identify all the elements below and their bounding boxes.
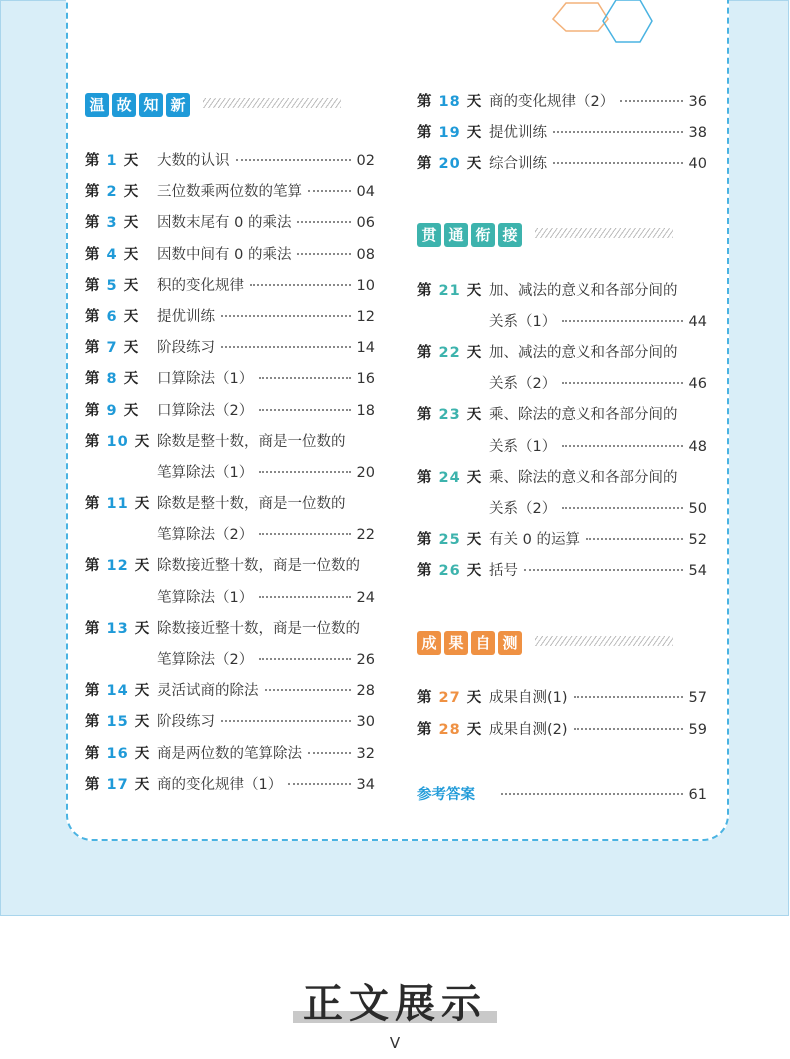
section-badge-char: 自: [471, 631, 495, 655]
entry-title: 阶段练习: [157, 340, 215, 357]
leader-dots: [236, 159, 351, 161]
toc-list-connect: [417, 276, 707, 588]
toc-entry[interactable]: [417, 525, 707, 556]
entry-page-number: 57: [688, 690, 707, 707]
entry-page-number: 50: [688, 500, 707, 517]
toc-entry[interactable]: [85, 551, 375, 582]
footer-title: 正文展示: [299, 972, 491, 1029]
entry-title: 商是两位数的笔算除法: [157, 745, 302, 762]
entry-title: 笔算除法（1）: [157, 589, 254, 606]
leader-dots: [553, 162, 683, 164]
toc-entry[interactable]: [417, 400, 707, 431]
entry-title: 商的变化规律（2）: [489, 94, 615, 110]
entry-title: 有关 0 的运算: [489, 532, 580, 549]
toc-entry-continuation[interactable]: [85, 458, 375, 489]
entry-page-number: 12: [356, 308, 375, 325]
day-label: 第 27 天: [417, 690, 483, 707]
day-label: 第 23 天: [417, 407, 483, 424]
toc-entry[interactable]: [417, 118, 707, 149]
day-label: 第 10 天: [85, 433, 151, 450]
page-number: V: [389, 1034, 401, 1052]
toc-entry[interactable]: [85, 489, 375, 520]
entry-title: 乘、除法的意义和各部分间的: [489, 407, 678, 424]
entry-page-number: 18: [356, 402, 375, 419]
toc-entry[interactable]: [417, 338, 707, 369]
entry-title: 加、减法的意义和各部分间的: [489, 344, 678, 361]
answers-page: 61: [688, 786, 707, 803]
entry-title: 关系（1）: [489, 438, 557, 455]
leader-dots: [501, 793, 683, 795]
toc-entry-continuation[interactable]: [417, 494, 707, 525]
leader-dots: [221, 315, 351, 317]
toc-entry[interactable]: [417, 556, 707, 587]
entry-title: 成果自测(2): [489, 721, 568, 738]
toc-entry[interactable]: [85, 676, 375, 707]
entry-page-number: 34: [356, 776, 375, 793]
toc-entry-continuation[interactable]: [85, 520, 375, 551]
leader-dots: [562, 382, 682, 384]
leader-dots: [265, 689, 351, 691]
leader-dots: [297, 221, 350, 223]
entry-title: 因数末尾有 0 的乘法: [157, 215, 292, 232]
section-badge-char: 衔: [471, 223, 495, 247]
toc-entry[interactable]: [85, 271, 375, 302]
toc-list-test: [417, 683, 707, 745]
entry-title: 括号: [489, 563, 518, 580]
toc-entry[interactable]: [85, 770, 375, 801]
entry-title: 笔算除法（2）: [157, 527, 254, 544]
entry-page-number: 06: [356, 215, 375, 232]
section-badge-char: 知: [139, 93, 163, 117]
footer-title-block: [0, 972, 790, 1029]
day-label: 第 25 天: [417, 532, 483, 549]
day-label: 第 12 天: [85, 558, 151, 575]
day-label: 第 14 天: [85, 683, 151, 700]
leader-dots: [574, 696, 683, 698]
day-label: 第 18 天: [417, 94, 483, 110]
section-badge-char: 接: [498, 223, 522, 247]
toc-right-column: [417, 87, 707, 811]
entry-title: 除数是整十数，商是一位数的: [157, 433, 346, 450]
toc-left-column: [85, 87, 375, 801]
toc-entry[interactable]: [85, 333, 375, 364]
entry-page-number: 36: [688, 94, 707, 110]
day-label: 第 4 天: [85, 246, 140, 263]
toc-entry[interactable]: [417, 149, 707, 180]
entry-page-number: 02: [356, 153, 375, 169]
day-label: 第 19 天: [417, 125, 483, 142]
entry-title: 除数接近整十数，商是一位数的: [157, 620, 360, 637]
entry-title: 综合训练: [489, 156, 547, 173]
answers-entry[interactable]: [417, 780, 707, 811]
day-label: 第 9 天: [85, 402, 140, 419]
day-label: 第 16 天: [85, 745, 151, 762]
entry-title: 笔算除法（2）: [157, 652, 254, 668]
entry-page-number: 48: [688, 438, 707, 455]
entry-title: 因数中间有 0 的乘法: [157, 246, 292, 263]
leader-dots: [250, 284, 351, 286]
section-badge-char: 贯: [417, 223, 441, 247]
answers-label: 参考答案: [417, 786, 475, 803]
entry-page-number: 40: [688, 156, 707, 173]
entry-page-number: 38: [688, 125, 707, 142]
toc-entry[interactable]: [417, 683, 707, 714]
entry-page-number: 24: [356, 589, 375, 606]
entry-title: 笔算除法（1）: [157, 464, 254, 481]
leader-dots: [259, 658, 350, 660]
section-badge-char: 通: [444, 223, 468, 247]
day-label: 第 13 天: [85, 620, 151, 637]
leader-dots: [288, 783, 350, 785]
leader-dots: [308, 752, 351, 754]
toc-list-left: [85, 146, 375, 801]
entry-page-number: 52: [688, 532, 707, 549]
section-badge-char: 温: [85, 93, 109, 117]
entry-title: 除数是整十数，商是一位数的: [157, 496, 346, 513]
leader-dots: [297, 253, 350, 255]
entry-page-number: 59: [688, 721, 707, 738]
entry-title: 提优训练: [489, 125, 547, 142]
section-badge-char: 成: [417, 631, 441, 655]
toc-entry[interactable]: [85, 146, 375, 177]
toc-entry-continuation[interactable]: [417, 369, 707, 400]
entry-title: 关系（2）: [489, 500, 557, 517]
toc-entry[interactable]: [85, 614, 375, 645]
day-label: 第 21 天: [417, 282, 483, 299]
day-label: 第 11 天: [85, 496, 151, 513]
toc-entry[interactable]: [85, 177, 375, 208]
leader-dots: [562, 320, 682, 322]
toc-entry-continuation[interactable]: [85, 645, 375, 676]
entry-title: 积的变化规律: [157, 277, 244, 294]
day-label: 第 22 天: [417, 344, 483, 361]
toc-entry[interactable]: [85, 739, 375, 770]
entry-title: 关系（1）: [489, 313, 557, 330]
entry-page-number: 04: [356, 184, 375, 201]
day-label: 第 26 天: [417, 563, 483, 580]
leader-dots: [553, 131, 683, 133]
entry-title: 关系（2）: [489, 376, 557, 393]
entry-title: 三位数乘两位数的笔算: [157, 184, 302, 201]
toc-entry-continuation[interactable]: [85, 583, 375, 614]
entry-page-number: 46: [688, 376, 707, 393]
day-label: 第 6 天: [85, 308, 140, 325]
toc-entry[interactable]: [417, 715, 707, 746]
leader-dots: [221, 346, 351, 348]
day-label: 第 20 天: [417, 156, 483, 173]
leader-dots: [620, 100, 682, 102]
toc-entry[interactable]: [417, 463, 707, 494]
leader-dots: [259, 471, 350, 473]
hatch-decoration: [535, 228, 673, 238]
entry-title: 口算除法（1）: [157, 371, 254, 388]
leader-dots: [308, 190, 351, 192]
section-title-review: [85, 93, 190, 117]
entry-page-number: 32: [356, 745, 375, 762]
leader-dots: [259, 533, 350, 535]
leader-dots: [259, 596, 350, 598]
toc-entry[interactable]: [417, 87, 707, 118]
section-header-connect: [417, 217, 707, 251]
toc-entry[interactable]: [85, 396, 375, 427]
hatch-decoration: [535, 636, 673, 646]
entry-title: 除数接近整十数，商是一位数的: [157, 558, 360, 575]
day-label: 第 24 天: [417, 469, 483, 486]
entry-page-number: 22: [356, 527, 375, 544]
section-header-test: [417, 625, 707, 659]
day-label: 第 28 天: [417, 721, 483, 738]
entry-page-number: 26: [356, 652, 375, 668]
entry-page-number: 16: [356, 371, 375, 388]
day-label: 第 17 天: [85, 776, 151, 793]
toc-entry[interactable]: [85, 427, 375, 458]
day-label: 第 5 天: [85, 277, 140, 294]
toc-entry-continuation[interactable]: [417, 307, 707, 338]
entry-page-number: 30: [356, 714, 375, 731]
leader-dots: [259, 409, 350, 411]
entry-title: 加、减法的意义和各部分间的: [489, 282, 678, 299]
toc-entry[interactable]: [85, 240, 375, 271]
toc-entry[interactable]: [85, 707, 375, 738]
toc-entry[interactable]: [85, 302, 375, 333]
day-label: 第 2 天: [85, 184, 140, 201]
leader-dots: [221, 720, 351, 722]
hatch-decoration: [203, 98, 341, 108]
entry-page-number: 54: [688, 563, 707, 580]
section-badge-char: 故: [112, 93, 136, 117]
leader-dots: [586, 538, 683, 540]
toc-entry[interactable]: [417, 276, 707, 307]
toc-list-right-top: [417, 87, 707, 181]
entry-title: 商的变化规律（1）: [157, 776, 283, 793]
section-badge-char: 果: [444, 631, 468, 655]
entry-title: 提优训练: [157, 308, 215, 325]
entry-title: 阶段练习: [157, 714, 215, 731]
day-label: 第 1 天: [85, 153, 140, 169]
day-label: 第 8 天: [85, 371, 140, 388]
leader-dots: [524, 569, 683, 571]
section-title-test: [417, 631, 522, 655]
entry-page-number: 10: [356, 277, 375, 294]
toc-entry-continuation[interactable]: [417, 432, 707, 463]
entry-page-number: 14: [356, 340, 375, 357]
leader-dots: [259, 377, 350, 379]
day-label: 第 3 天: [85, 215, 140, 232]
section-badge-char: 测: [498, 631, 522, 655]
entry-title: 大数的认识: [157, 153, 230, 169]
entry-title: 口算除法（2）: [157, 402, 254, 419]
leader-dots: [574, 728, 683, 730]
entry-page-number: 20: [356, 464, 375, 481]
day-label: 第 15 天: [85, 714, 151, 731]
entry-title: 乘、除法的意义和各部分间的: [489, 469, 678, 486]
leader-dots: [562, 507, 682, 509]
entry-title: 成果自测(1): [489, 690, 568, 707]
hexagon-decoration: [548, 0, 678, 53]
toc-entry[interactable]: [85, 364, 375, 395]
entry-page-number: 08: [356, 246, 375, 263]
leader-dots: [562, 445, 682, 447]
section-title-connect: [417, 223, 522, 247]
section-header-review: [85, 87, 375, 121]
entry-page-number: 44: [688, 313, 707, 330]
toc-entry[interactable]: [85, 208, 375, 239]
day-label: 第 7 天: [85, 340, 140, 357]
entry-title: 灵活试商的除法: [157, 683, 259, 700]
entry-page-number: 28: [356, 683, 375, 700]
section-badge-char: 新: [166, 93, 190, 117]
